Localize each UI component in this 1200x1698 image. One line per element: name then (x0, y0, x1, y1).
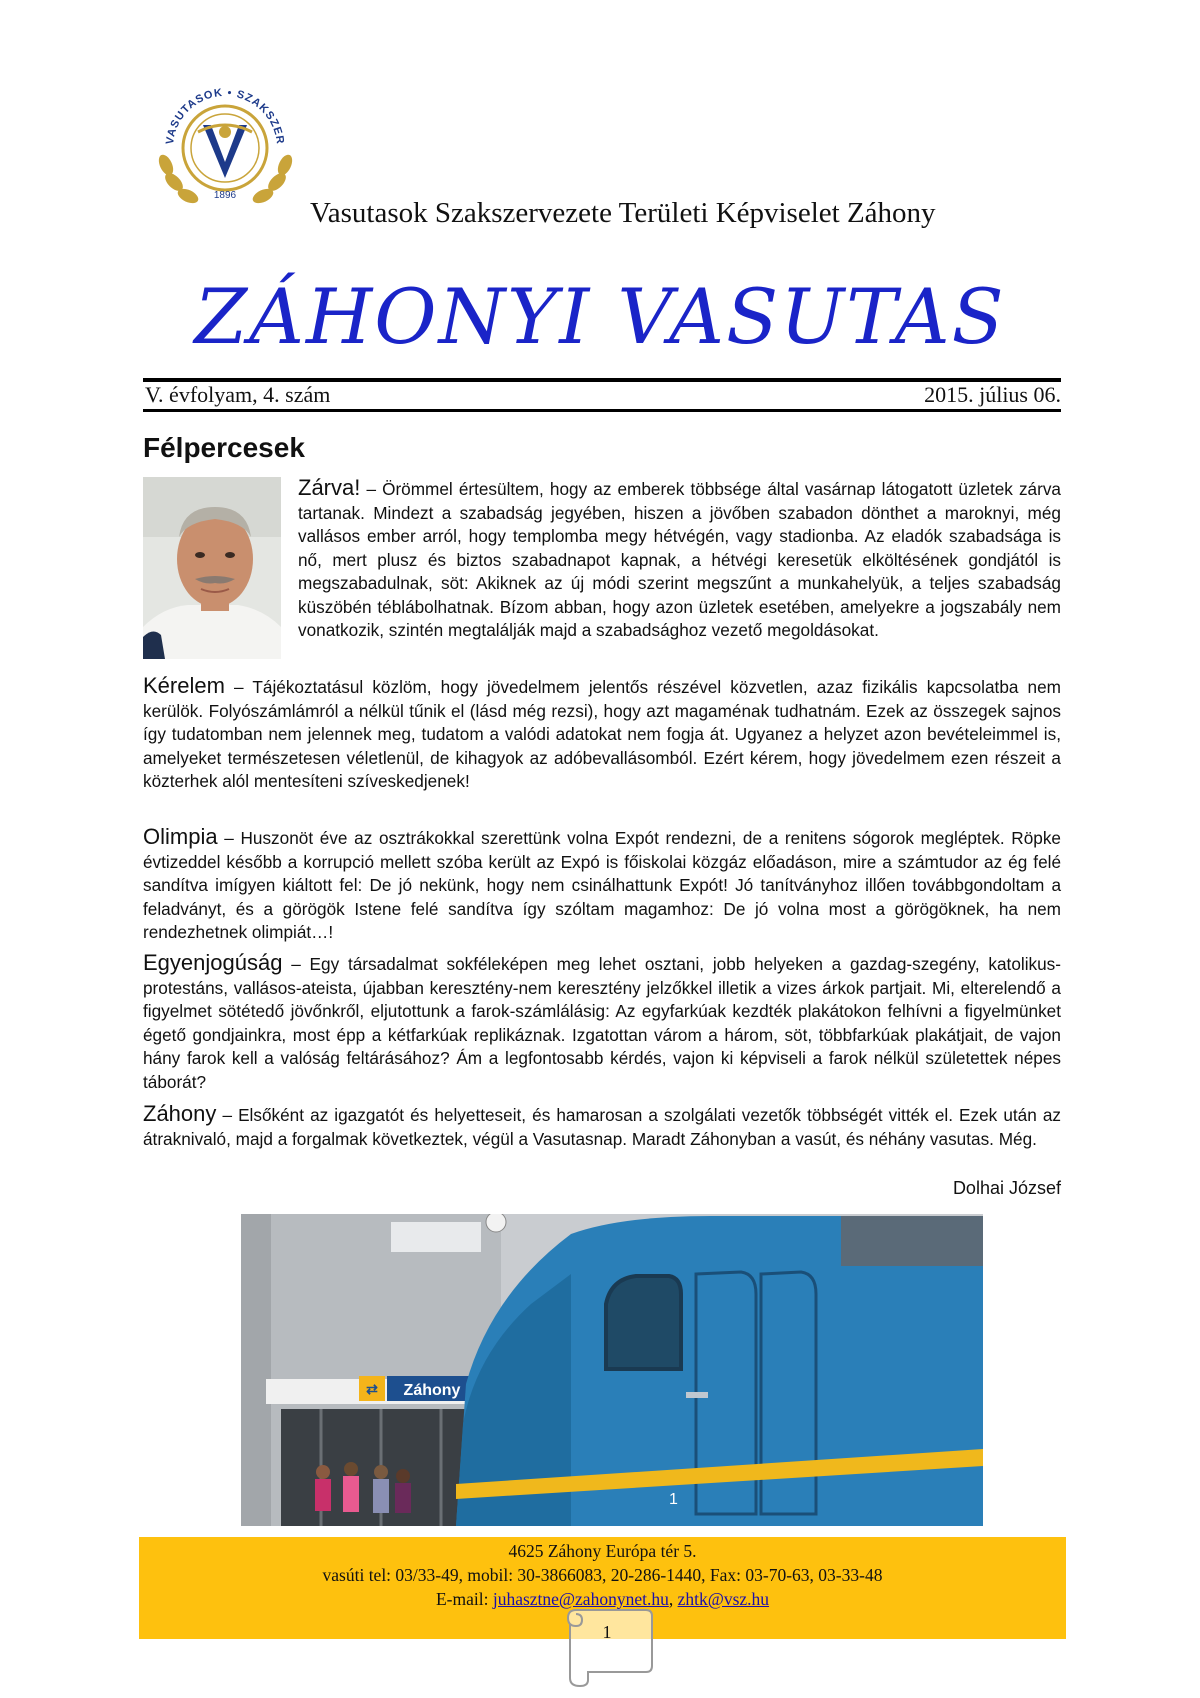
article-title: Félpercesek (143, 432, 305, 463)
issue-date: 2015. július 06. (924, 382, 1061, 407)
masthead-bottom-rule (143, 409, 1061, 412)
organization-name: Vasutasok Szakszervezete Területi Képviselet Záhony (310, 197, 936, 229)
union-logo (148, 70, 303, 220)
page-number: 1 (602, 1622, 612, 1642)
paragraph-text: – Tájékoztatásul közlöm, hogy jövedelmem jelentős részével közvetlen, azaz fizikális kapcsolatba nem kerülök. Folyószámlámról a nélkül tűnik el (lásd még rezsi), hogy azt magaménak tudhatnám. Ezek az összegek sajnos így tudatomban nem jelennek meg, tudatom a valódi adatokat nem fogja át. Ugyanez a helyzet azon bevételeimmel is, amelyeket természetesen véletlenül, de kihagyok az adóbevallásomból. Ezért kérem, hogy jövedelmem ezen részeit a közterhek alól mentesíteni szíveskedjenek! (143, 677, 1061, 791)
issue-volume: V. évfolyam, 4. szám (145, 382, 331, 407)
page-number-scroll-icon (560, 1608, 654, 1688)
paragraph-egyenjogusag (143, 951, 1061, 1094)
paragraph-zahony (143, 1102, 1061, 1151)
logo-ring-text: VASUTASOK • SZAKSZER (164, 86, 286, 146)
email-link-juhasztne[interactable]: juhasztne@zahonynet.hu (492, 1589, 669, 1609)
issue-line (143, 382, 1061, 408)
paragraph-text: – Egy társadalmat sokféleképen meg lehet osztani, jobb helyeken a gazdag-szegény, katolikus-protestáns, vallásos-ateista, újabban keresztény-nem keresztény jelzőkkel illetik a vizes árkok partjait. Mi, elterelendő a figyelmet sötétedő jövőnkről, eljutottunk a farok-számlálásig: Az egyfarkúak kezdték plakátokon felhívni a figyelmünket égető gondjainkra, most épp a kétfarkúak replikáznak. Izgatottan várom a három, söt, többfarkúak plakátjait, de vajon hány farok kell a valóság feltárásához? Ám a legfontosabb kérdés, vajon ki képviseli a farok nélkül születettek népes táborát? (143, 954, 1061, 1092)
email-label: E-mail: (435, 1589, 493, 1609)
keyword: Záhony (143, 1101, 217, 1126)
logo-year: 1896 (213, 190, 237, 201)
keyword: Egyenjogúság (143, 950, 283, 975)
paragraph-text: – Huszonöt éve az osztrákokkal szerettünk volna Expót rendezni, de a renitens sógorok megléptek. Röpke évtizeddel később a korrupció mellett szóba került az Expó is főiskolai közgáz előadáson, mire a számtudor az ég felé sandítva imígyen kiáltott fel: De jó nekünk, hogy nem csinálhattunk Expót! Jó tanítványhoz illően továbbgondoltam a feladványt, és a görögök Istene felé sandítva így szóltam magamhoz: De jó volna most a görögöknek, ha nem rendezhetnek olimpiát…! (143, 828, 1061, 942)
author-portrait (143, 477, 281, 659)
svg-text:⇄: ⇄ (366, 1381, 378, 1397)
author-signature: Dolhai József (952, 1178, 1061, 1198)
paragraph-kerelem (143, 674, 1061, 794)
station-sign: Záhony (403, 1382, 461, 1399)
email-link-zhtk[interactable]: zhtk@vsz.hu (677, 1589, 770, 1609)
paragraph-text: – Elsőként az igazgatót és helyetteseit, és hamarosan a szolgálati vezetők többségét vitték el. Ezek után az átraknivaló, majd a forgalmak következtek, végül a Vasutasnap. Maradt Záhonyban a vasút, és néhány vasutas. Még. (143, 1105, 1061, 1149)
paragraph-text: – Örömmel értesültem, hogy az emberek többsége által vasárnap látogatott üzletek zárva tartanak. Mindezt a szabadság jegyében, hiszen a jövőben szabadon dönthet a maroknyi, még vallásos ember arról, hogy templomba megy hétvégén, vagy stadionba. Az eladók szabadsága is nő, mert plusz és biztos szabadnapot kapnak, a hétvégi keresetük elköltésének gondjától is megszabadulnak, söt: Akiknek az új módi szerint megszűnt a munkahelyük, a teljes szabadság küszöbén téblábolhatnak. Bízom abban, hogy azon üzletek esetében, amelyekre a jogszabály nem vonatkozik, szintén megtalálják majd a szabadsághoz vezető megoldásokat. (298, 479, 1061, 640)
train-station-photo (241, 1214, 983, 1526)
keyword: Zárva! (298, 475, 361, 500)
keyword: Kérelem (143, 673, 225, 698)
footer-phones: vasúti tel: 03/33-49, mobil: 30-3866083, 20-286-1440, Fax: 03-70-63, 03-33-48 (322, 1565, 883, 1585)
newsletter-masthead: ZÁHONYI VASUTAS (194, 272, 1006, 361)
paragraph-olimpia (143, 825, 1061, 945)
email-separator: , (668, 1589, 678, 1609)
footer-address: 4625 Záhony Európa tér 5. (508, 1541, 697, 1561)
keyword: Olimpia (143, 824, 218, 849)
locomotive-number: 1 (669, 1491, 678, 1508)
paragraph-zarva (298, 476, 1061, 643)
